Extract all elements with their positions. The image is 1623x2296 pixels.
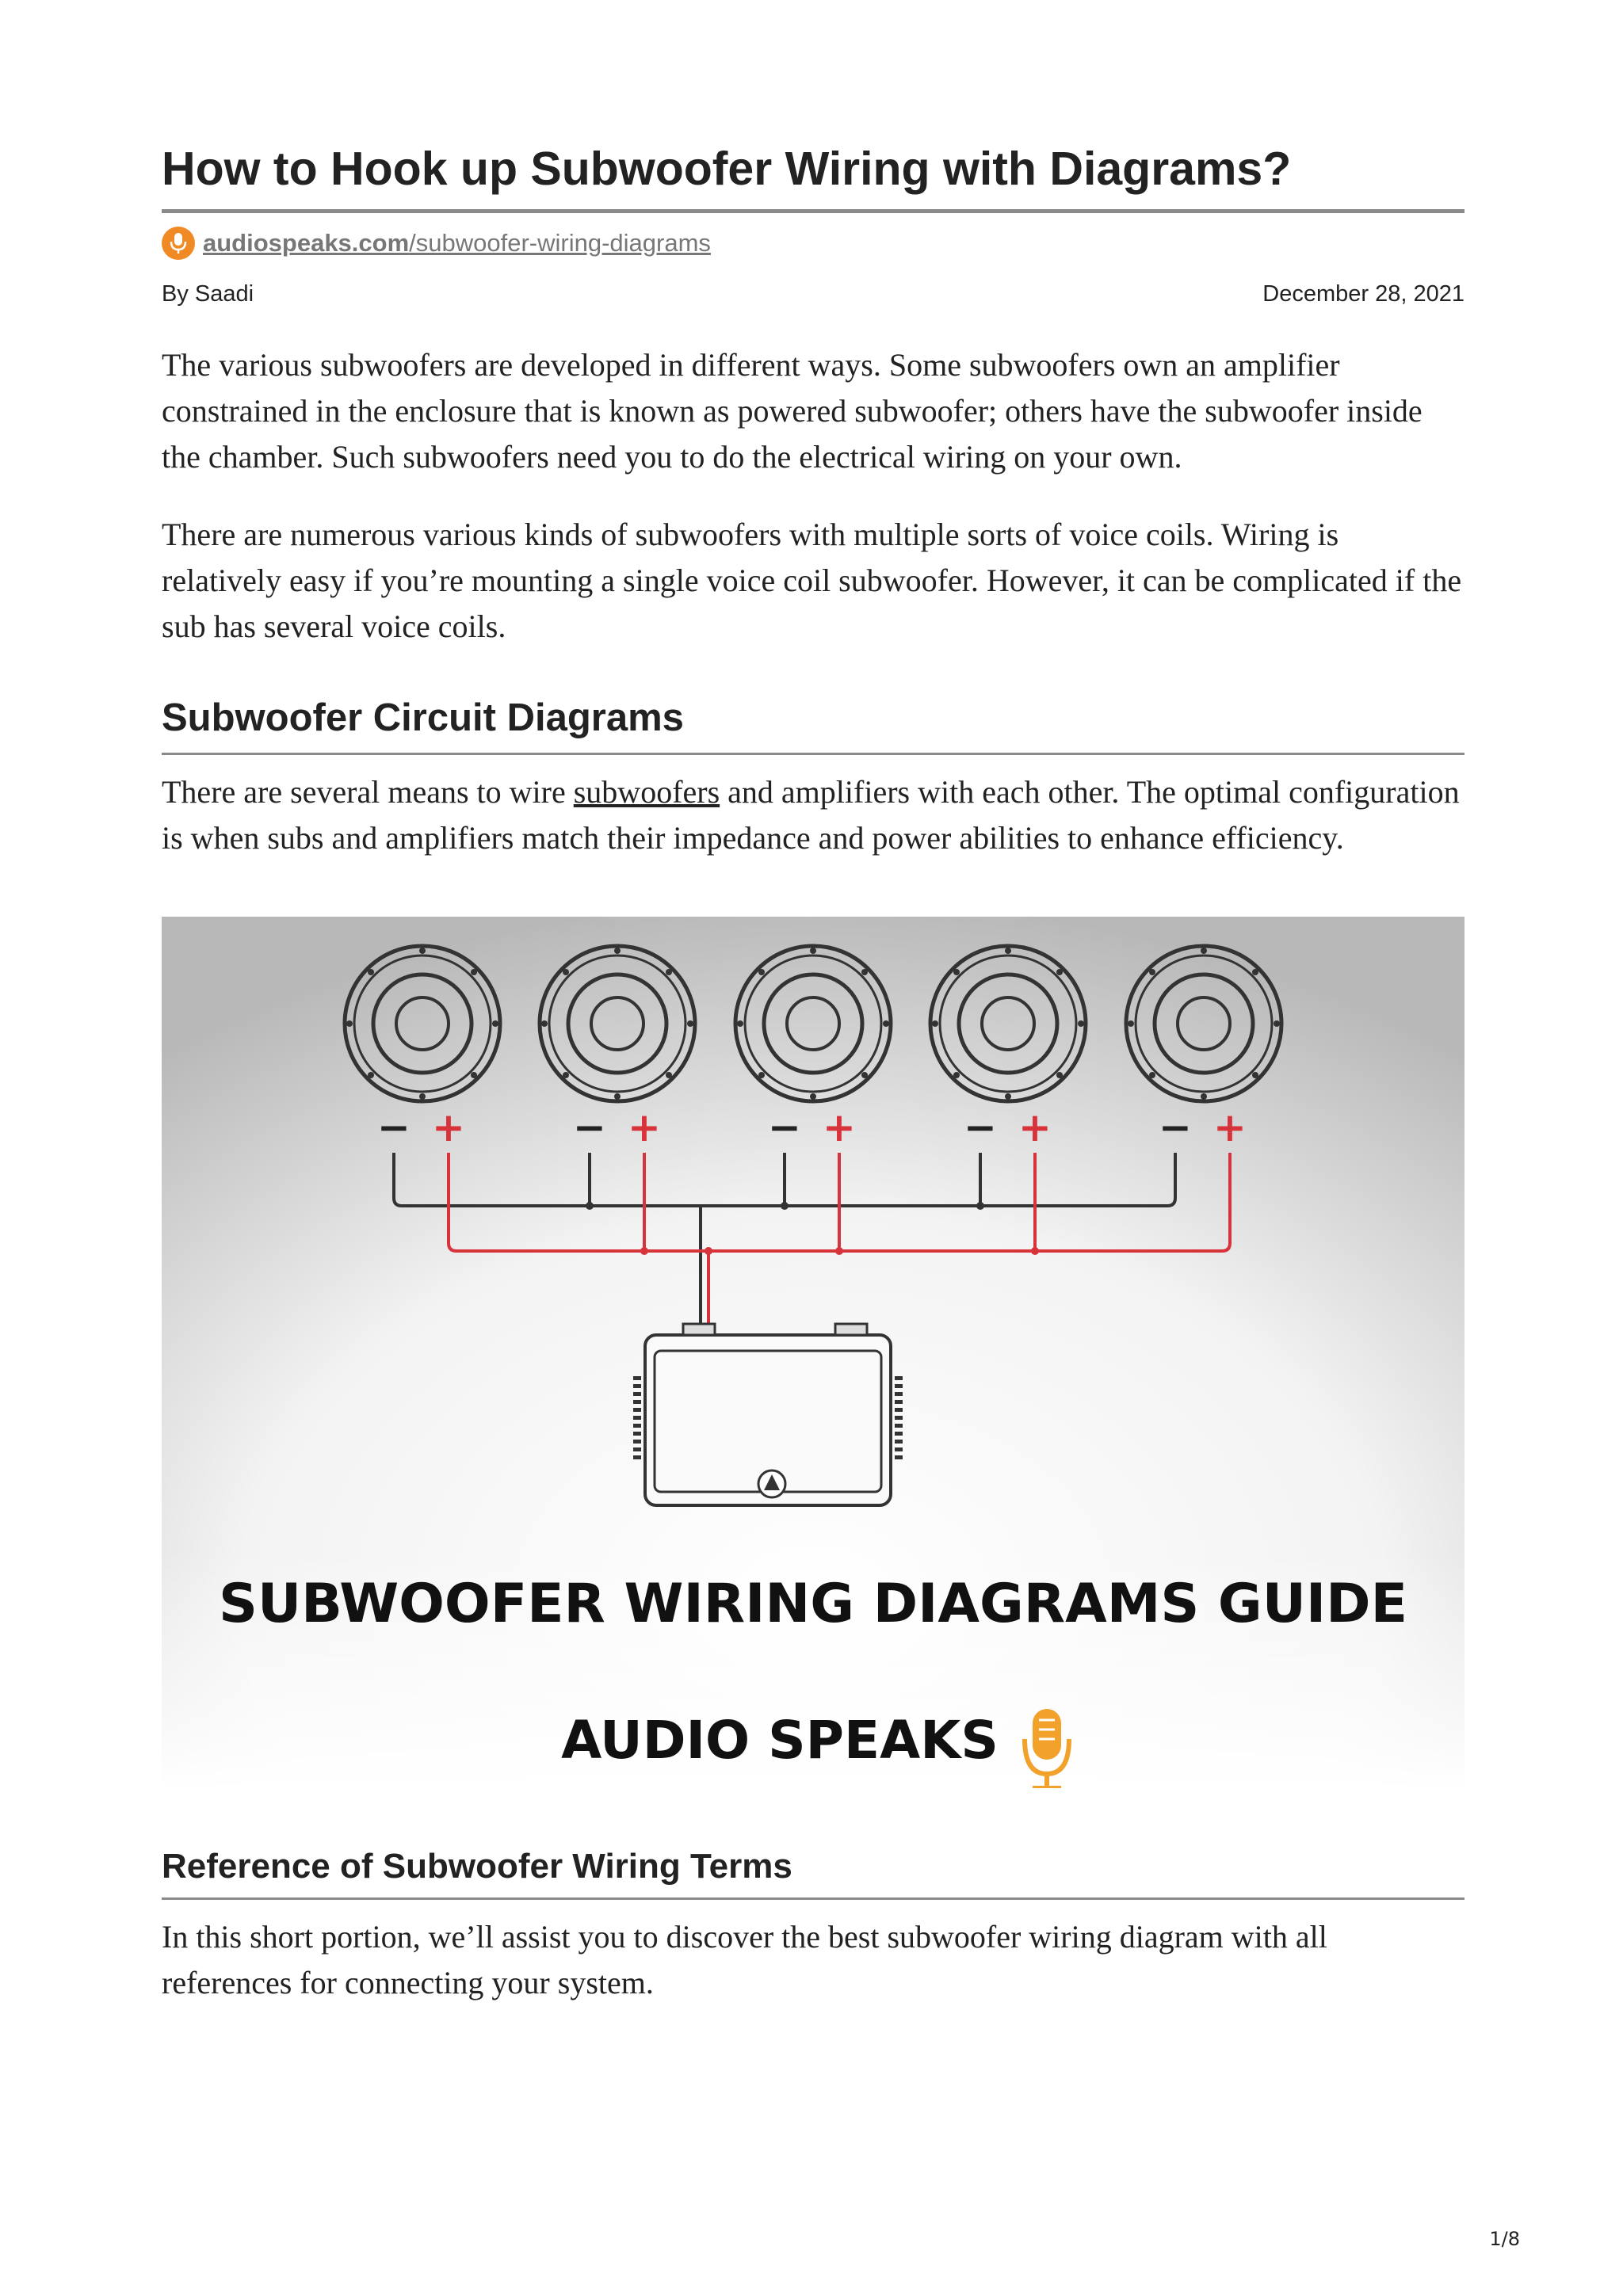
byline [162, 281, 1465, 307]
terminal-minus-label: − [377, 1104, 411, 1150]
section-heading-circuit-diagrams: Subwoofer Circuit Diagrams [162, 696, 1465, 755]
paragraph-text-before: There are several means to wire [162, 773, 574, 810]
source-path: /subwoofer-wiring-diagrams [409, 228, 711, 257]
page-title: How to Hook up Subwoofer Wiring with Diagrams? [162, 143, 1465, 213]
figure-caption: SUBWOOFER WIRING DIAGRAMS GUIDE [219, 1572, 1407, 1635]
figure-brand: AUDIO SPEAKS [561, 1709, 999, 1771]
paragraph-voice-coils: There are numerous various kinds of subwoofers with multiple sorts of voice coils. Wiring is relatively easy if you’re mounting a single voice coil subwoofer. However, it can be complicated if the sub has several voice coils. [162, 516, 1462, 644]
source-link-row [162, 226, 1465, 261]
terminal-minus-label: − [768, 1104, 801, 1150]
paragraph-wiring-means [162, 769, 1465, 861]
author: By Saadi [162, 280, 254, 307]
terminal-plus-label: + [432, 1104, 465, 1150]
source-domain: audiospeaks.com [203, 228, 410, 257]
terminal-minus-label: − [1159, 1104, 1192, 1150]
terminal-plus-label: + [823, 1104, 856, 1150]
paragraph-text-after: and amplifiers with each other. The optimal configuration is when subs and amplifiers match their impedance and power abilities to enhance efficiency. [162, 773, 1460, 856]
publish-date: December 28, 2021 [1262, 280, 1465, 307]
terminal-plus-label: + [628, 1104, 661, 1150]
section-heading-wiring-terms: Reference of Subwoofer Wiring Terms [162, 1847, 1465, 1900]
wiring-diagram-image [162, 917, 1465, 1788]
page-number: 1/8 [1489, 2228, 1520, 2250]
terminal-plus-label: + [1018, 1104, 1052, 1150]
amplifier-icon [637, 1324, 899, 1505]
terminal-minus-label: − [573, 1104, 606, 1150]
source-url-link[interactable] [203, 229, 711, 257]
paragraph-wiring-terms: In this short portion, we’ll assist you to discover the best subwoofer wiring diagram with all references for connecting your system. [162, 1918, 1327, 2000]
terminal-minus-label: − [964, 1104, 997, 1150]
subwoofers-link[interactable]: subwoofers [573, 773, 720, 810]
terminal-plus-label: + [1213, 1104, 1247, 1150]
microphone-icon [162, 227, 195, 260]
article [162, 143, 1465, 2006]
paragraph-intro: The various subwoofers are developed in different ways. Some subwoofers own an amplifier constrained in the enclosure that is known as powered subwoofer; others have the subwoofer inside the chamber. Such subwoofers need you to do the electrical wiring on your own. [162, 346, 1423, 475]
